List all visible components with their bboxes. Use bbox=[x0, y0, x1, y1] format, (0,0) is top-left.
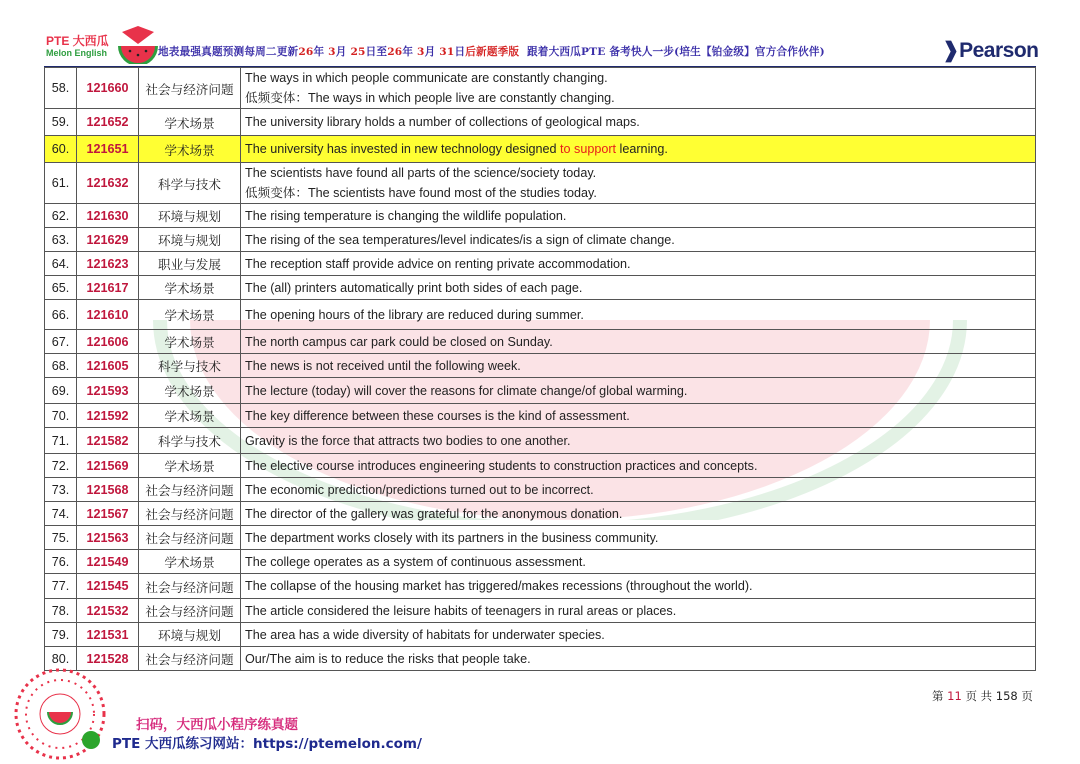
wechat-icon bbox=[82, 731, 100, 749]
sentence-text bbox=[241, 204, 1036, 228]
sentence-text bbox=[241, 68, 1036, 109]
row-number: 65. bbox=[45, 276, 77, 300]
table-row bbox=[45, 502, 1036, 526]
category-label: 科学与技术 bbox=[139, 163, 241, 204]
category-label: 社会与经济问题 bbox=[139, 478, 241, 502]
main-sentence: The news is not received until the following week. bbox=[245, 358, 521, 373]
table-row bbox=[45, 109, 1036, 136]
sentence-text bbox=[241, 599, 1036, 623]
main-sentence: The article considered the leisure habits of teenagers in rural areas or places. bbox=[245, 603, 677, 618]
row-number: 60. bbox=[45, 136, 77, 163]
row-number: 71. bbox=[45, 428, 77, 454]
question-id: 121632 bbox=[77, 163, 139, 204]
row-number: 73. bbox=[45, 478, 77, 502]
row-number: 64. bbox=[45, 252, 77, 276]
question-id: 121605 bbox=[77, 354, 139, 378]
table-row bbox=[45, 300, 1036, 330]
table-row bbox=[45, 428, 1036, 454]
main-sentence: The area has a wide diversity of habitats for underwater species. bbox=[245, 627, 605, 642]
main-sentence: The rising temperature is changing the wildlife population. bbox=[245, 208, 567, 223]
sentence-text bbox=[241, 623, 1036, 647]
question-id: 121606 bbox=[77, 330, 139, 354]
table-row bbox=[45, 276, 1036, 300]
row-number: 78. bbox=[45, 599, 77, 623]
category-label: 科学与技术 bbox=[139, 354, 241, 378]
highlighted-phrase: to support bbox=[560, 142, 617, 156]
main-sentence: Our/The aim is to reduce the risks that people take. bbox=[245, 651, 531, 666]
question-id: 121660 bbox=[77, 68, 139, 109]
row-number: 58. bbox=[45, 68, 77, 109]
row-number: 66. bbox=[45, 300, 77, 330]
table-row bbox=[45, 478, 1036, 502]
table-row bbox=[45, 378, 1036, 404]
page-indicator: 第 11 页 共 158 页 bbox=[932, 689, 1033, 703]
pearson-brand bbox=[942, 38, 1038, 63]
question-id: 121549 bbox=[77, 550, 139, 574]
sentence-text bbox=[241, 502, 1036, 526]
variant-sentence: 低频变体：The scientists have found most of the studies today. bbox=[245, 185, 597, 200]
sentence-text bbox=[241, 647, 1036, 671]
category-label: 环境与规划 bbox=[139, 204, 241, 228]
table-row bbox=[45, 136, 1036, 163]
main-sentence: The opening hours of the library are reduced during summer. bbox=[245, 307, 584, 322]
header-banner: 地表最强真题预测每周二更新26年 3月 25日至26年 3月 31日后新题季版 跟着大西瓜PTE 备考快人一步(培生【铂金级】官方合作伙伴) bbox=[158, 46, 825, 58]
main-sentence: The north campus car park could be closed on Sunday. bbox=[245, 334, 553, 349]
question-id: 121592 bbox=[77, 404, 139, 428]
main-sentence: The (all) printers automatically print both sides of each page. bbox=[245, 280, 583, 295]
category-label: 环境与规划 bbox=[139, 623, 241, 647]
table-row bbox=[45, 404, 1036, 428]
category-label: 社会与经济问题 bbox=[139, 599, 241, 623]
question-id: 121623 bbox=[77, 252, 139, 276]
main-sentence: The university library holds a number of collections of geological maps. bbox=[245, 115, 640, 129]
table-row bbox=[45, 526, 1036, 550]
table-row bbox=[45, 454, 1036, 478]
question-id: 121567 bbox=[77, 502, 139, 526]
category-label: 学术场景 bbox=[139, 550, 241, 574]
row-number: 75. bbox=[45, 526, 77, 550]
category-label: 学术场景 bbox=[139, 378, 241, 404]
qr-code-icon[interactable] bbox=[10, 664, 110, 764]
sentence-text bbox=[241, 478, 1036, 502]
category-label: 学术场景 bbox=[139, 276, 241, 300]
category-label: 职业与发展 bbox=[139, 252, 241, 276]
sentence-text bbox=[241, 454, 1036, 478]
category-label: 社会与经济问题 bbox=[139, 574, 241, 599]
category-label: 社会与经济问题 bbox=[139, 647, 241, 671]
sentence-text bbox=[241, 404, 1036, 428]
row-number: 80. bbox=[45, 647, 77, 671]
question-id: 121593 bbox=[77, 378, 139, 404]
category-label: 社会与经济问题 bbox=[139, 502, 241, 526]
main-sentence: The key difference between these courses is the kind of assessment. bbox=[245, 408, 630, 423]
main-sentence: The lecture (today) will cover the reasons for climate change/of global warming. bbox=[245, 383, 688, 398]
sentence-text bbox=[241, 574, 1036, 599]
sentence-text bbox=[241, 378, 1036, 404]
sentence-text bbox=[241, 228, 1036, 252]
question-id: 121569 bbox=[77, 454, 139, 478]
question-id: 121532 bbox=[77, 599, 139, 623]
main-sentence: The collapse of the housing market has triggered/makes recessions (throughout the world). bbox=[245, 579, 753, 593]
question-id: 121568 bbox=[77, 478, 139, 502]
row-number: 63. bbox=[45, 228, 77, 252]
promo-website bbox=[112, 732, 422, 752]
main-sentence: The ways in which people communicate are constantly changing. bbox=[245, 71, 608, 85]
logo-title: PTE 大西瓜 bbox=[46, 34, 109, 48]
question-id: 121652 bbox=[77, 109, 139, 136]
table-row bbox=[45, 204, 1036, 228]
question-id: 121582 bbox=[77, 428, 139, 454]
pearson-mark-icon: ❱ bbox=[942, 39, 960, 62]
question-id: 121651 bbox=[77, 136, 139, 163]
category-label: 社会与经济问题 bbox=[139, 68, 241, 109]
table-row bbox=[45, 228, 1036, 252]
variant-sentence: 低频变体：The ways in which people live are constantly changing. bbox=[245, 90, 615, 105]
sentence-text bbox=[241, 300, 1036, 330]
main-sentence: The college operates as a system of continuous assessment. bbox=[245, 554, 586, 569]
table-row bbox=[45, 68, 1036, 109]
category-label: 学术场景 bbox=[139, 454, 241, 478]
question-table bbox=[44, 67, 1036, 671]
sentence-text bbox=[241, 109, 1036, 136]
website-link[interactable]: https://ptemelon.com/ bbox=[253, 736, 422, 752]
table-row bbox=[45, 550, 1036, 574]
variant-label: 低频变体： bbox=[245, 90, 308, 105]
category-label: 学术场景 bbox=[139, 330, 241, 354]
question-id: 121629 bbox=[77, 228, 139, 252]
main-sentence: The director of the gallery was grateful for the anonymous donation. bbox=[245, 506, 623, 521]
category-label: 学术场景 bbox=[139, 109, 241, 136]
table-row bbox=[45, 330, 1036, 354]
row-number: 74. bbox=[45, 502, 77, 526]
main-sentence: The economic prediction/predictions turned out to be incorrect. bbox=[245, 482, 594, 497]
question-id: 121630 bbox=[77, 204, 139, 228]
row-number: 79. bbox=[45, 623, 77, 647]
table-row bbox=[45, 354, 1036, 378]
sentence-text bbox=[241, 163, 1036, 204]
row-number: 61. bbox=[45, 163, 77, 204]
sentence-text: The university has invested in new technology designed to support learning. bbox=[241, 136, 1036, 163]
row-number: 68. bbox=[45, 354, 77, 378]
row-number: 77. bbox=[45, 574, 77, 599]
sentence-text bbox=[241, 330, 1036, 354]
question-id: 121617 bbox=[77, 276, 139, 300]
sentence-text bbox=[241, 276, 1036, 300]
question-id: 121545 bbox=[77, 574, 139, 599]
main-sentence: Gravity is the force that attracts two bodies to one another. bbox=[245, 433, 571, 448]
category-label: 学术场景 bbox=[139, 300, 241, 330]
category-label: 学术场景 bbox=[139, 404, 241, 428]
category-label: 学术场景 bbox=[139, 136, 241, 163]
row-number: 70. bbox=[45, 404, 77, 428]
table-row bbox=[45, 252, 1036, 276]
question-id: 121610 bbox=[77, 300, 139, 330]
category-label: 社会与经济问题 bbox=[139, 526, 241, 550]
table-row bbox=[45, 647, 1036, 671]
main-sentence: The reception staff provide advice on renting private accommodation. bbox=[245, 256, 631, 271]
main-sentence: The elective course introduces engineering students to construction practices and concepts. bbox=[245, 458, 758, 473]
promo-miniprogram: 扫码，大西瓜小程序练真题 bbox=[136, 717, 298, 733]
table-row bbox=[45, 599, 1036, 623]
sentence-text bbox=[241, 428, 1036, 454]
watermelon-logo-icon bbox=[116, 24, 160, 64]
category-label: 科学与技术 bbox=[139, 428, 241, 454]
question-id: 121563 bbox=[77, 526, 139, 550]
main-sentence: The rising of the sea temperatures/level indicates/is a sign of climate change. bbox=[245, 232, 675, 247]
sentence-text bbox=[241, 550, 1036, 574]
question-id: 121531 bbox=[77, 623, 139, 647]
main-sentence: The department works closely with its partners in the business community. bbox=[245, 530, 659, 545]
table-row bbox=[45, 623, 1036, 647]
brand-logo bbox=[40, 24, 160, 68]
row-number: 59. bbox=[45, 109, 77, 136]
table-row bbox=[45, 574, 1036, 599]
row-number: 69. bbox=[45, 378, 77, 404]
row-number: 67. bbox=[45, 330, 77, 354]
table-row bbox=[45, 163, 1036, 204]
sentence-text bbox=[241, 354, 1036, 378]
row-number: 62. bbox=[45, 204, 77, 228]
sentence-text bbox=[241, 252, 1036, 276]
main-sentence: The scientists have found all parts of the science/society today. bbox=[245, 166, 597, 180]
variant-label: 低频变体： bbox=[245, 185, 308, 200]
pearson-wordmark: Pearson bbox=[959, 39, 1039, 62]
question-id: 121528 bbox=[77, 647, 139, 671]
promo-website-label: PTE 大西瓜练习网站： bbox=[112, 736, 254, 752]
category-label: 环境与规划 bbox=[139, 228, 241, 252]
logo-subtitle: Melon English bbox=[46, 48, 108, 58]
row-number: 76. bbox=[45, 550, 77, 574]
sentence-text bbox=[241, 526, 1036, 550]
row-number: 72. bbox=[45, 454, 77, 478]
